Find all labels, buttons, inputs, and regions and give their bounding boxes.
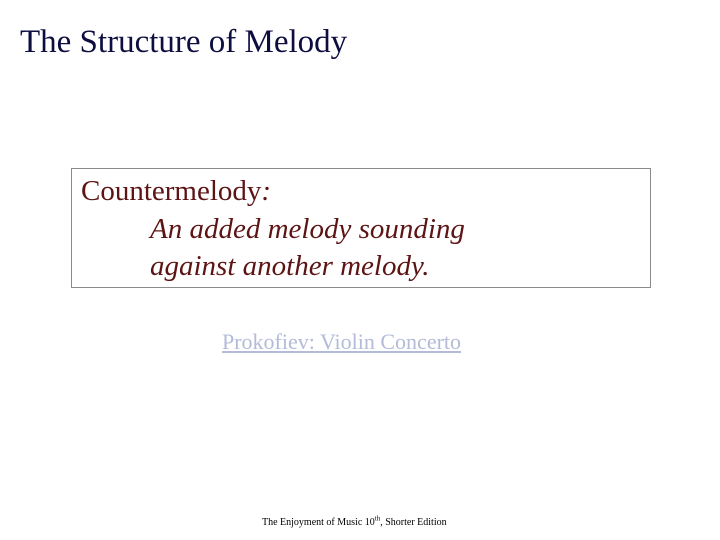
footer-suffix: , Shorter Edition: [380, 517, 447, 528]
prokofiev-violin-concerto-link[interactable]: Prokofiev: Violin Concerto: [222, 329, 462, 354]
definition-line-2: against another melody.: [150, 250, 430, 282]
term-colon: :: [261, 175, 272, 207]
footer-superscript: th: [374, 514, 381, 523]
footer-prefix: The Enjoyment of Music 10: [262, 517, 375, 528]
definition-line-1: An added melody sounding: [150, 213, 465, 245]
footer-citation: [262, 514, 447, 528]
term-line: [81, 175, 271, 208]
definition-box: [71, 168, 651, 288]
slide-title: The Structure of Melody: [20, 24, 348, 60]
term: Countermelody: [81, 175, 262, 207]
